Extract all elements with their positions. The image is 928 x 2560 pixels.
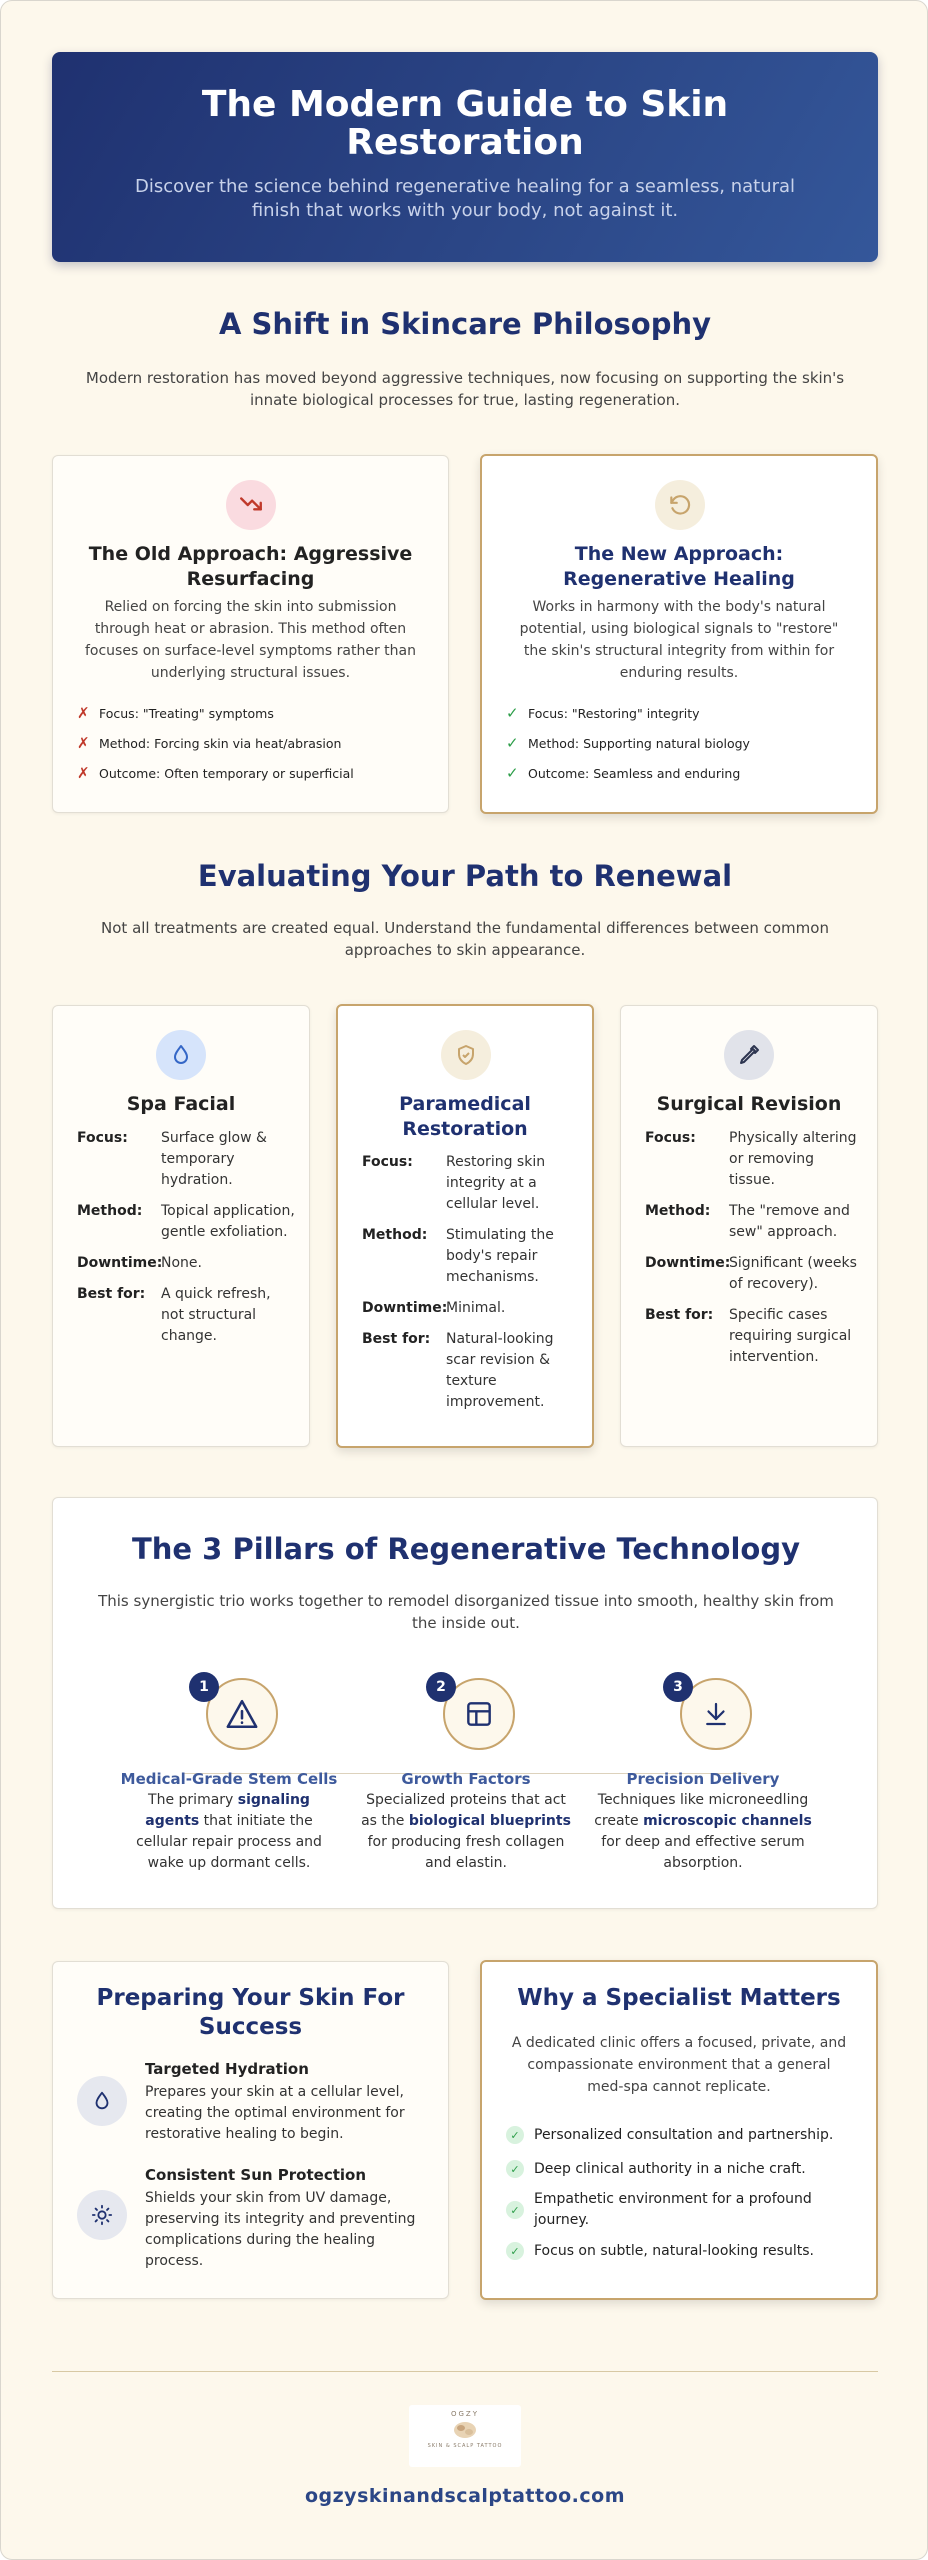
pillars-panel bbox=[52, 1497, 878, 1909]
philosophy-intro: Modern restoration has moved beyond aggressive techniques, now focusing on supporting the skin's innate biological processes for true, lasting regeneration. bbox=[85, 369, 845, 409]
specialist-title: Why a Specialist Matters bbox=[517, 1985, 841, 2011]
surgical-revision-card bbox=[620, 1005, 878, 1447]
old-approach-description: Relied on forcing the skin into submission through heat or abrasion. This method often focuses on surface-level symptoms rather than underlying structural issues. bbox=[84, 599, 416, 681]
list-item: ✓ Empathetic environment for a profound journey. bbox=[506, 2186, 856, 2234]
pillar-description: Specialized proteins that act as the biological blueprints for producing fresh collagen and elastin. bbox=[361, 1792, 571, 1871]
new-approach-card bbox=[480, 454, 878, 814]
check-icon: ✓ bbox=[506, 2160, 524, 2178]
paramedical-details: Focus: Restoring skin integrity at a cellular level. Method: Stimulating the body's repair mechanisms. Downtime: Minimal. Best for: Natural-looking scar revision & texture improvement. bbox=[362, 1154, 554, 1410]
paths-intro: Not all treatments are created equal. Understand the fundamental differences between common approaches to skin appearance. bbox=[101, 919, 829, 959]
check-icon: ✓ bbox=[506, 2201, 524, 2219]
cross-icon: ✗ bbox=[77, 734, 90, 752]
pillar-number-badge: 2 bbox=[426, 1672, 456, 1702]
footer-divider bbox=[52, 2371, 878, 2372]
pillar-number-badge: 1 bbox=[189, 1672, 219, 1702]
sun-icon bbox=[77, 2190, 127, 2240]
prepare-title: Preparing Your Skin For Success bbox=[96, 1985, 405, 2040]
spa-facial-card bbox=[52, 1005, 310, 1447]
new-approach-description: Works in harmony with the body's natural potential, using biological signals to "restore" the skin's structural integrity from within for enduring results. bbox=[519, 599, 839, 681]
philosophy-title: A Shift in Skincare Philosophy bbox=[218, 307, 712, 341]
prepare-item-title: Consistent Sun Protection bbox=[145, 2166, 367, 2184]
pillar-title: Precision Delivery bbox=[626, 1770, 780, 1788]
specialist-list bbox=[506, 2118, 856, 2268]
check-icon: ✓ bbox=[506, 734, 519, 752]
brand-logo: OGZY SKIN & SCALP TATTOO bbox=[409, 2405, 521, 2467]
website-link[interactable]: ogzyskinandscalptattoo.com bbox=[304, 2485, 626, 2507]
prepare-item-hydration bbox=[77, 2060, 428, 2156]
logo-emblem-icon bbox=[451, 2419, 479, 2441]
pillar-title: Growth Factors bbox=[401, 1770, 531, 1788]
check-icon: ✓ bbox=[506, 704, 519, 722]
old-approach-list bbox=[77, 698, 428, 788]
paramedical-card bbox=[336, 1004, 594, 1448]
check-icon: ✓ bbox=[506, 2126, 524, 2144]
surgical-revision-title: Surgical Revision bbox=[656, 1093, 842, 1115]
cross-icon: ✗ bbox=[77, 764, 90, 782]
refresh-icon bbox=[655, 480, 705, 530]
hero-subtitle: Discover the science behind regenerative healing for a seamless, natural finish that works with your body, not against it. bbox=[134, 176, 796, 221]
droplet-icon bbox=[156, 1030, 206, 1080]
list-item: ✗ Outcome: Often temporary or superficial bbox=[77, 764, 354, 782]
list-item: ✓ Focus: "Restoring" integrity bbox=[506, 704, 700, 722]
surgical-revision-details: Focus: Physically altering or removing tissue. Method: The "remove and sew" approach. Downtime: Significant (weeks of recovery). Best for: Specific cases requiring surgical intervention. bbox=[645, 1130, 857, 1365]
paramedical-title: Paramedical Restoration bbox=[399, 1093, 531, 1140]
pillar-title: Medical-Grade Stem Cells bbox=[120, 1770, 338, 1788]
pillars-title: The 3 Pillars of Regenerative Technology bbox=[131, 1532, 801, 1566]
check-icon: ✓ bbox=[506, 764, 519, 782]
shield-check-icon bbox=[441, 1030, 491, 1080]
page-title: The Modern Guide to Skin Restoration bbox=[201, 84, 729, 163]
spa-facial-title: Spa Facial bbox=[126, 1093, 236, 1115]
cross-icon: ✗ bbox=[77, 704, 90, 722]
old-approach-card bbox=[52, 455, 449, 813]
new-approach-list bbox=[506, 698, 856, 788]
specialist-card bbox=[480, 1960, 878, 2300]
pillars-intro: This synergistic trio works together to remodel disorganized tissue into smooth, healthy skin from the inside out. bbox=[98, 1592, 834, 1632]
prepare-item-title: Targeted Hydration bbox=[145, 2060, 309, 2078]
list-item: ✓ Deep clinical authority in a niche craft. bbox=[506, 2152, 856, 2186]
paths-title: Evaluating Your Path to Renewal bbox=[197, 859, 733, 893]
hero-banner bbox=[52, 52, 878, 262]
list-item: ✗ Focus: "Treating" symptoms bbox=[77, 704, 274, 722]
pillar-precision-delivery bbox=[583, 1678, 823, 1878]
list-item: ✓ Personalized consultation and partnership. bbox=[506, 2118, 856, 2152]
specialist-intro: A dedicated clinic offers a focused, private, and compassionate environment that a general med-spa cannot replicate. bbox=[511, 2035, 847, 2095]
pillar-number-badge: 3 bbox=[663, 1672, 693, 1702]
pillar-description: Techniques like microneedling create microscopic channels for deep and effective serum absorption. bbox=[594, 1792, 812, 1871]
old-approach-title: The Old Approach: Aggressive Resurfacing bbox=[88, 543, 413, 590]
prepare-item-sun-protection bbox=[77, 2166, 428, 2286]
prepare-item-description: Shields your skin from UV damage, preserving its integrity and preventing complications during the healing process. bbox=[145, 2190, 416, 2269]
pillar-stem-cells bbox=[109, 1678, 349, 1878]
spa-facial-details: Focus: Surface glow & temporary hydration. Method: Topical application, gentle exfoliation. Downtime: None. Best for: A quick refresh, not structural change. bbox=[77, 1130, 295, 1344]
droplet-icon bbox=[77, 2076, 127, 2126]
list-item: ✓ Outcome: Seamless and enduring bbox=[506, 764, 741, 782]
list-item: ✓ Focus on subtle, natural-looking results. bbox=[506, 2234, 856, 2268]
trending-down-icon bbox=[226, 480, 276, 530]
check-icon: ✓ bbox=[506, 2242, 524, 2260]
new-approach-title: The New Approach: Regenerative Healing bbox=[563, 543, 795, 590]
scalpel-icon bbox=[724, 1030, 774, 1080]
prepare-item-description: Prepares your skin at a cellular level, creating the optimal environment for restorative healing to begin. bbox=[145, 2084, 405, 2142]
list-item: ✗ Method: Forcing skin via heat/abrasion bbox=[77, 734, 342, 752]
list-item: ✓ Method: Supporting natural biology bbox=[506, 734, 750, 752]
prepare-card bbox=[52, 1961, 449, 2299]
pillar-growth-factors bbox=[346, 1678, 586, 1878]
pillar-description: The primary signaling agents that initiate the cellular repair process and wake up dormant cells. bbox=[136, 1792, 322, 1871]
